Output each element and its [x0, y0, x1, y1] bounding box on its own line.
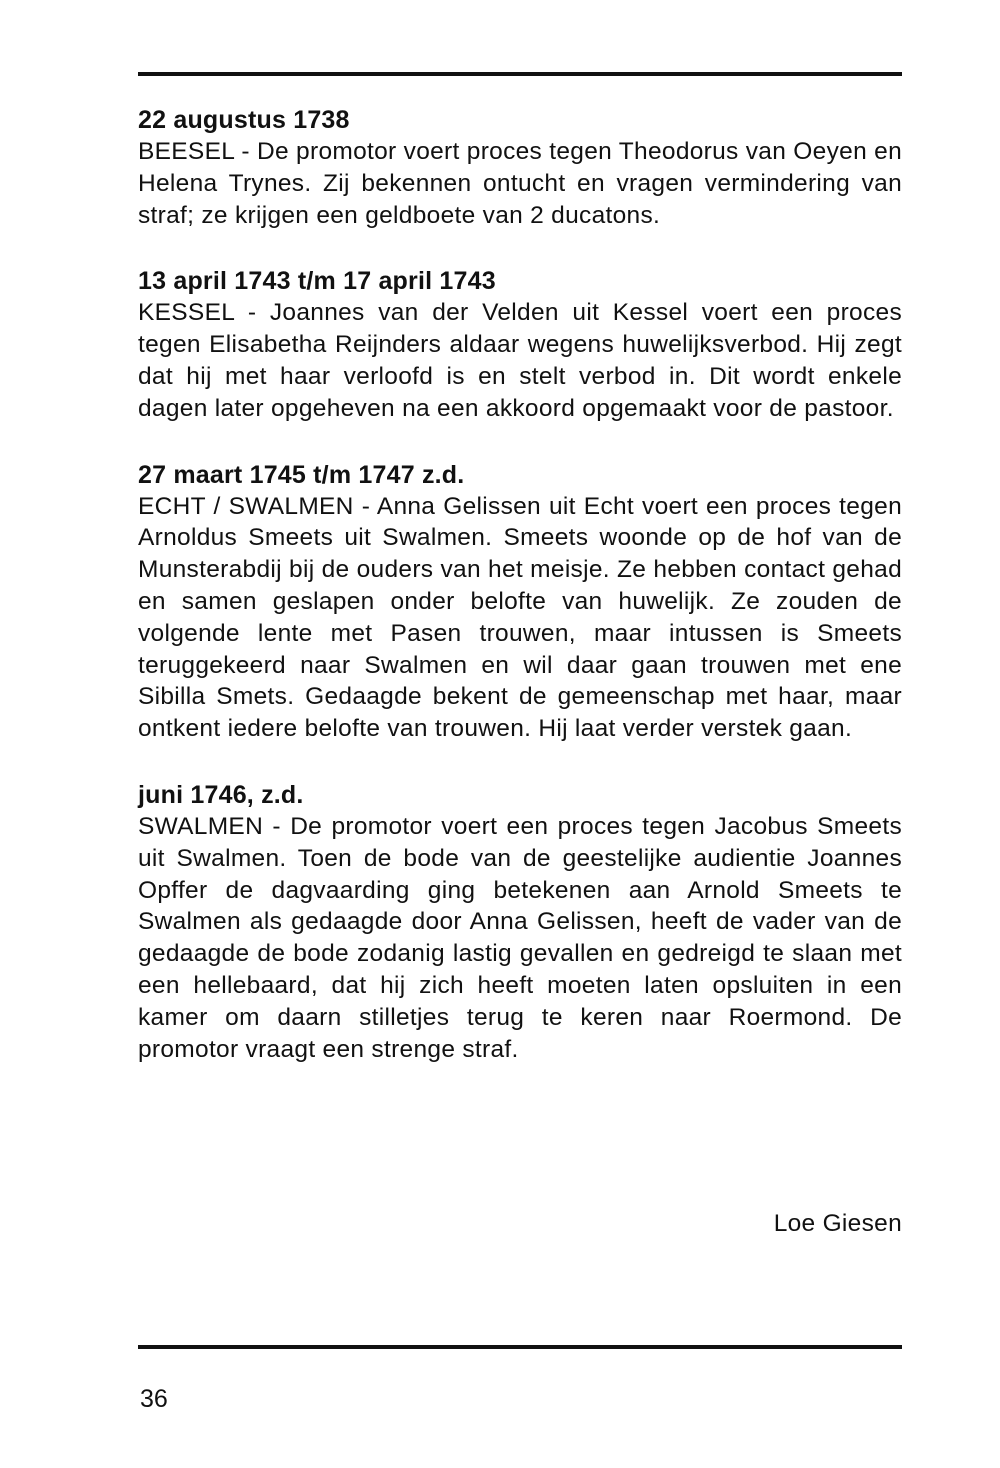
entry-text: KESSEL - Joannes van der Velden uit Kessel voert een proces tegen Elisabetha Reijnders aldaar wegens huwelijksverbod. Hij zegt dat hij met haar verloofd is en stelt verbod in. Dit wordt enkele dagen later opgeheven na een akkoord opgemaakt voor de pastoor.	[138, 299, 902, 422]
entry-date: 22 augustus 1738	[138, 106, 350, 134]
entry-date: juni 1746, z.d.	[138, 780, 304, 809]
entry-date: 27 maart 1745 t/m 1747 z.d.	[138, 460, 465, 489]
entry	[138, 459, 902, 745]
author-signature: Loe Giesen	[773, 1210, 902, 1237]
top-rule	[138, 72, 902, 76]
document-body	[138, 104, 902, 1099]
entry-date: 13 april 1743 t/m 17 april 1743	[138, 267, 496, 296]
page-number: 36	[140, 1385, 168, 1413]
entry	[138, 104, 902, 231]
entry-text: BEESEL - De promotor voert proces tegen Theodorus van Oeyen en Helena Trynes. Zij bekennen ontucht en vragen vermindering van straf; ze krijgen een geldboete van 2 ducatons.	[138, 138, 902, 229]
bottom-rule	[138, 1345, 902, 1349]
entry	[138, 265, 902, 424]
entry-text: SWALMEN - De promotor voert een proces tegen Jacobus Smeets uit Swalmen. Toen de bode van de geestelijke audientie Joannes Opffer de dagvaarding ging betekenen aan Arnold Smeets te Swalmen als gedaagde door Anna Gelissen, heeft de vader van de gedaagde de bode zodanig lastig gevallen en gedreigd te slaan met een hellebaard, dat hij zich heeft moeten laten opsluiten in een kamer om daarn stilletjes terug te keren naar Roermond. De promotor vraagt een strenge straf.	[138, 812, 902, 1063]
entry	[138, 779, 902, 1065]
entry-text: ECHT / SWALMEN - Anna Gelissen uit Echt voert een proces tegen Arnoldus Smeets uit Swalmen. Smeets woonde op de hof van de Munsterabdij bij de ouders van het meisje. Ze hebben contact gehad en samen geslapen onder belofte van huwelijk. Ze zouden de volgende lente met Pasen trouwen, maar intussen is Smeets teruggekeerd naar Swalmen en wil daar gaan trouwen met ene Sibilla Smets. Gedaagde bekent de gemeenschap met haar, maar ontkent iedere belofte van trouwen. Hij laat verder verstek gaan.	[138, 492, 902, 743]
